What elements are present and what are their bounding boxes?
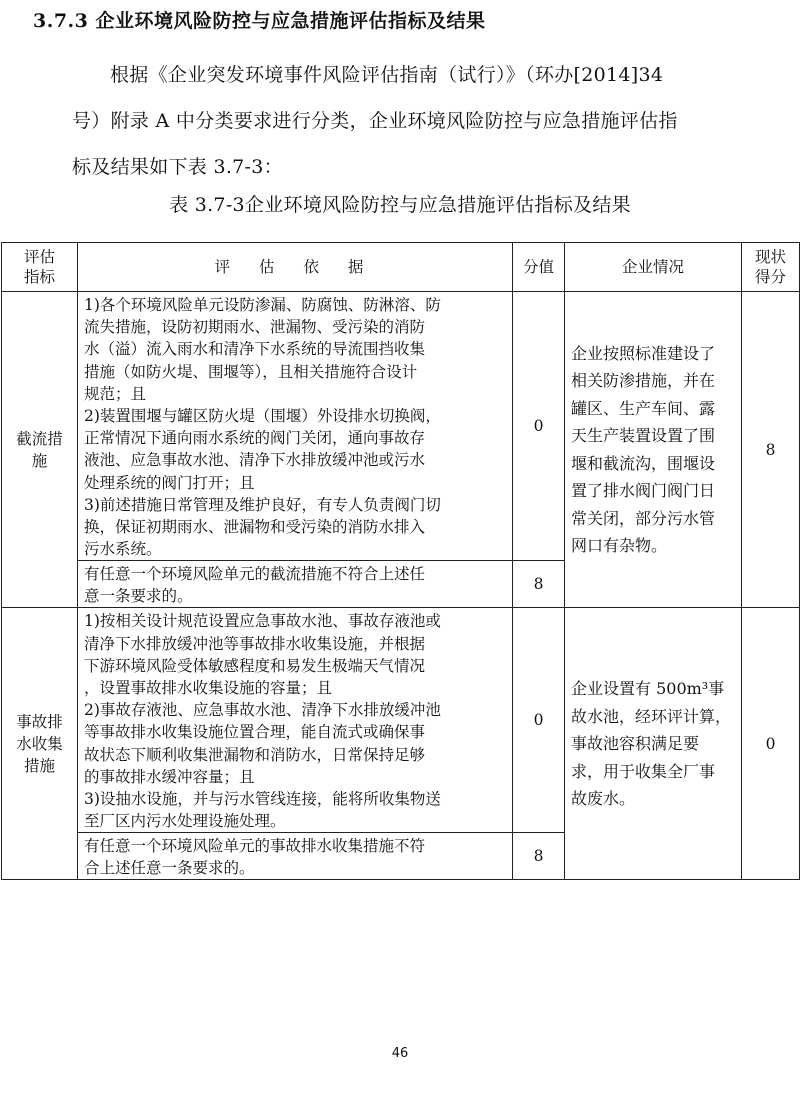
situation-cell: 企业设置有 500m³事 故水池，经环评计算， 事故池容积满足要 求，用于收集全厂事 故废水。 [565, 608, 742, 880]
header-criteria: 评 估 依 据 [78, 243, 513, 292]
intro-line: 标及结果如下表 3.7-3： [72, 156, 283, 178]
indicator-cell: 截流措 施 [2, 292, 78, 608]
table-header-row [2, 243, 800, 292]
situation-cell: 企业按照标准建设了 相关防渗措施，并在 罐区、生产车间、露 天生产装置设置了围 堰和截流沟，围堰设 置了排水阀门阀门日 常关闭，部分污水管 网口有杂物。 [565, 292, 742, 608]
intro-line: 号）附录 A 中分类要求进行分类，企业环境风险防控与应急措施评估指 [72, 110, 678, 132]
header-indicator: 评估 指标 [2, 243, 78, 292]
table-caption: 表 3.7-3企业环境风险防控与应急措施评估指标及结果 [169, 194, 631, 216]
current-score-cell: 8 [742, 292, 800, 608]
header-current-score: 现状 得分 [742, 243, 800, 292]
assessment-table [1, 242, 800, 880]
header-score: 分值 [513, 243, 565, 292]
score-cell: 8 [513, 833, 565, 880]
indicator-cell: 事故排 水收集 措施 [2, 608, 78, 880]
current-score-cell: 0 [742, 608, 800, 880]
section-heading: 3.7.3 企业环境风险防控与应急措施评估指标及结果 [33, 10, 486, 32]
score-cell: 0 [513, 292, 565, 561]
page-number: 46 [391, 1046, 409, 1061]
intro-paragraph [72, 52, 732, 190]
intro-line: 根据《企业突发环境事件风险评估指南（试行）》（环办[2014]34 [110, 64, 664, 86]
table-row [2, 292, 800, 561]
criteria-alt-cell: 有任意一个环境风险单元的截流措施不符合上述任 意一条要求的。 [78, 561, 513, 608]
score-cell: 8 [513, 561, 565, 608]
table-row [2, 608, 800, 833]
score-cell: 0 [513, 608, 565, 833]
header-situation: 企业情况 [565, 243, 742, 292]
criteria-cell: 1)按相关设计规范设置应急事故水池、事故存液池或 清净下水排放缓冲池等事故排水收集设施，并根据 下游环境风险受体敏感程度和易发生极端天气情况 ，设置事故排水收集设施的容量；且 2)事故存液池、应急事故水池、清净下水排放缓冲池 等事故排水收集设施位置合理，能自流式或确保事 故状态下顺利收集泄漏物和消防水，日常保持足够 的事故排水缓冲容量；且 3)设抽水设施，并与污水管线连接，能将所收集物送 至厂区内污水处理设施处理。 [78, 608, 513, 833]
criteria-cell: 1)各个环境风险单元设防渗漏、防腐蚀、防淋溶、防 流失措施，设防初期雨水、泄漏物、受污染的消防 水（溢）流入雨水和清净下水系统的导流围挡收集 措施（如防火堤、围堰等），且相关措施符合设计 规范；且 2)装置围堰与罐区防火堤（围堰）外设排水切换阀， 正常情况下通向雨水系统的阀门关闭，通向事故存 液池、应急事故水池、清净下水排放缓冲池或污水 处理系统的阀门打开；且 3)前述措施日常管理及维护良好，有专人负责阀门切 换，保证初期雨水、泄漏物和受污染的消防水排入 污水系统。 [78, 292, 513, 561]
criteria-alt-cell: 有任意一个环境风险单元的事故排水收集措施不符 合上述任意一条要求的。 [78, 833, 513, 880]
